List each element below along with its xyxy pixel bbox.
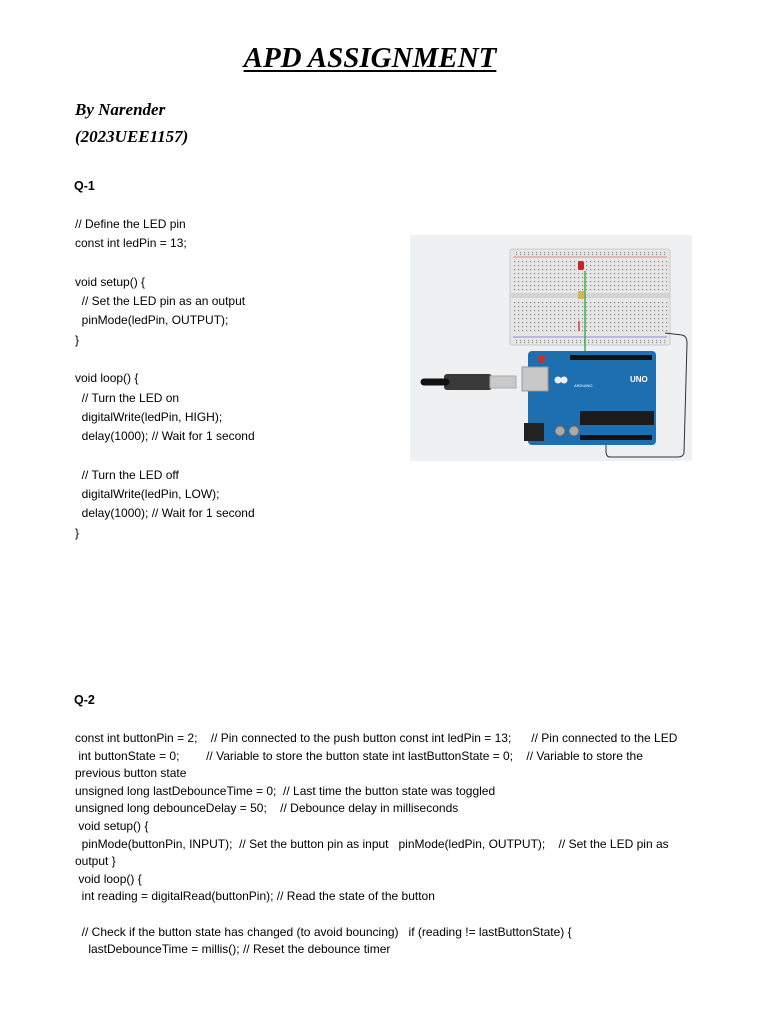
resistor-component xyxy=(578,291,584,299)
arduino-circuit-figure xyxy=(410,235,692,461)
author-name: By Narender xyxy=(75,100,166,119)
roll-number: (2023UEE1157) xyxy=(75,127,189,146)
question-1-code: // Define the LED pin const int ledPin = 13; void setup() { // Set the LED pin as an output pinMode(ledPin, OUTPUT); } void loop() { // Turn the LED on digitalWrite(ledPin, HIGH); delay(1000); // Wait for 1 second // Turn the LED off digitalWrite(ledPin, LOW); delay(1000); // Wait for 1 second } xyxy=(75,217,255,540)
board-brand: ARDUINO xyxy=(574,383,593,388)
board-label: UNO xyxy=(630,375,648,384)
question-2-heading: Q-2 xyxy=(74,693,95,707)
code-line: int buttonState = 0; // Variable to store the button state int lastButtonState = 0; // Variable to store the previous button state xyxy=(75,748,647,781)
code-line: pinMode(buttonPin, INPUT); // Set the button pin as input pinMode(ledPin, OUTPUT); // Set the LED pin as output } xyxy=(75,836,672,869)
question-1-heading: Q-1 xyxy=(74,179,95,193)
code-line: lastDebounceTime = millis(); // Reset the debounce timer xyxy=(75,942,391,957)
led-component xyxy=(578,261,584,270)
code-line: void setup() { xyxy=(75,818,149,833)
document-title: APD ASSIGNMENT xyxy=(243,42,497,74)
question-2-code xyxy=(75,730,685,959)
code-line xyxy=(75,906,685,924)
code-line: const int buttonPin = 2; // Pin connected to the push button const int ledPin = 13; // Pin connected to the LED xyxy=(75,731,678,745)
arduino-uno-board xyxy=(522,351,656,445)
breadboard xyxy=(510,249,670,345)
code-line: int reading = digitalRead(buttonPin); // Read the state of the button xyxy=(75,889,435,904)
code-line: // Check if the button state has changed (to avoid bouncing) if (reading != lastButtonState) { xyxy=(75,924,572,939)
code-line: unsigned long debounceDelay = 50; // Debounce delay in milliseconds xyxy=(75,801,459,816)
code-line: void loop() { xyxy=(75,871,142,886)
code-line: unsigned long lastDebounceTime = 0; // Last time the button state was toggled xyxy=(75,783,496,798)
